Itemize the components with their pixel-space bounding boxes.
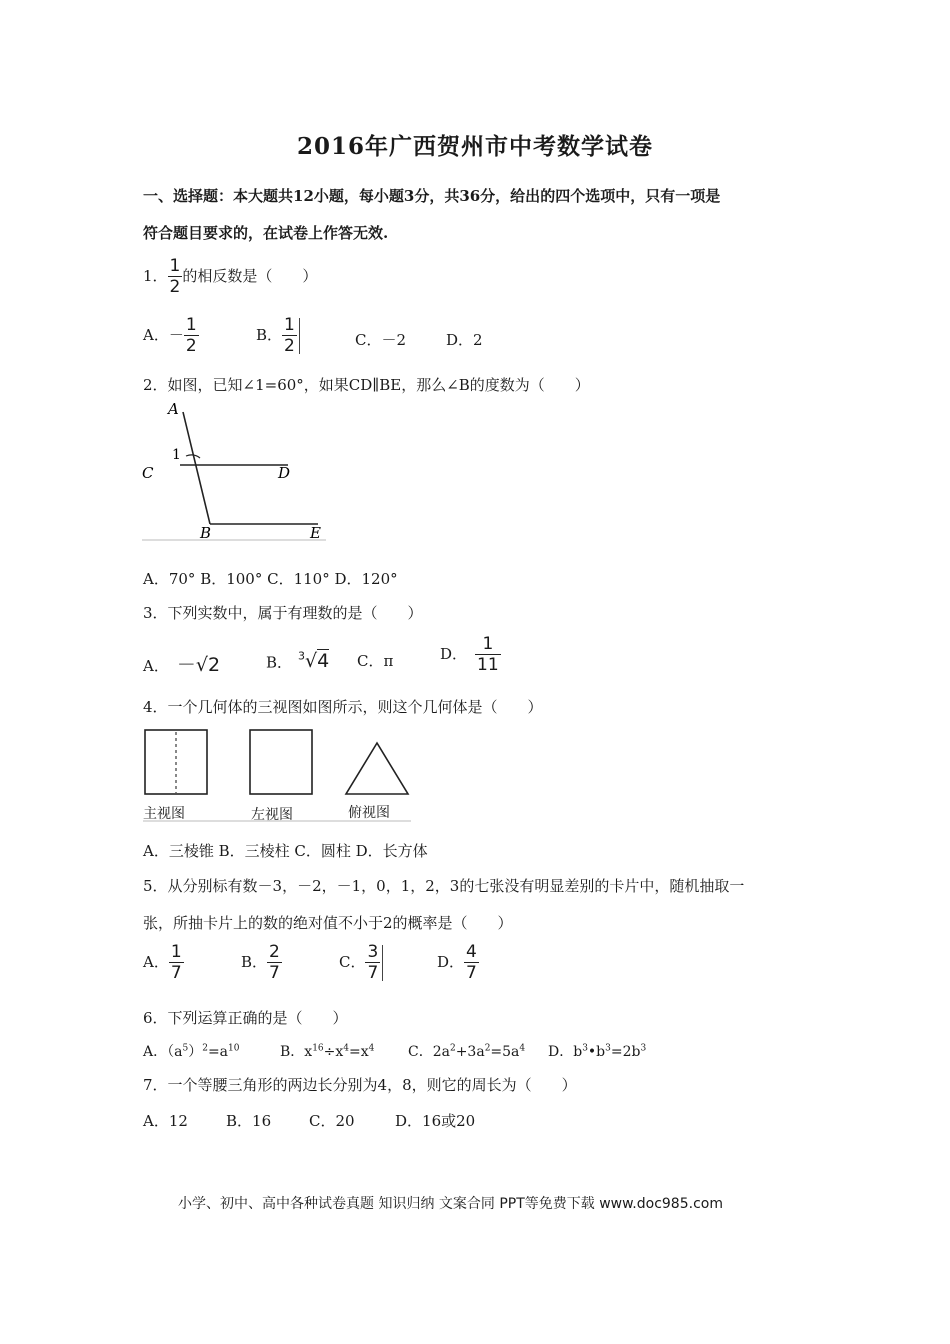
q6-d-sup3: 3: [640, 1043, 647, 1054]
q5-b-fraction: [267, 944, 282, 982]
q6-b-mid: ÷x: [323, 1044, 344, 1060]
q6-d-sup1: 3: [582, 1043, 588, 1054]
q3-option-b: B． $^3$√4: [266, 650, 330, 673]
q1-a-sign: －: [168, 326, 184, 344]
q5-b-label: B．: [241, 953, 268, 971]
page-footer: 小学、初中、高中各种试卷真题 知识归纳 文案合同 PPT等免费下载 www.doc985.com: [178, 1196, 723, 1212]
q5-d-label: D．: [437, 953, 465, 971]
q6-c-sup2: 2: [484, 1043, 491, 1054]
q5-b-numerator: 2: [269, 942, 280, 962]
question-2: 2．如图，已知∠1=60°，如果CD∥BE，那么∠B的度数为（ ）: [143, 376, 590, 394]
label-b: B: [200, 524, 212, 542]
question-7: 7．一个等腰三角形的两边长分别为4，8，则它的周长为（ ）: [143, 1076, 577, 1094]
q1-a-numerator: 1: [185, 315, 197, 335]
question-5-line1: 5．从分别标有数－3，－2，－1，0，1，2，3的七张没有明显差别的卡片中，随机抽取一: [143, 877, 745, 895]
q6-d-pre: D．b: [548, 1044, 583, 1060]
q6-c-post: =5a: [490, 1044, 520, 1060]
q3-d-label: D．: [440, 645, 468, 663]
q1-option-c: C．－2: [355, 331, 407, 349]
label-d: D: [278, 464, 291, 482]
q5-a-label: A．: [143, 953, 169, 971]
q6-c-mid: +3a: [455, 1044, 485, 1060]
q6-b-sup3: 4: [368, 1043, 375, 1054]
q1-a-label: A．: [143, 326, 169, 344]
q2-options: A．70° B．100° C．110° D．120°: [143, 570, 398, 588]
q1-b-label: B．: [256, 326, 283, 344]
q3-a-label: A．: [143, 657, 169, 675]
q6-b-sup1: 16: [312, 1043, 324, 1054]
q6-d-post: =2b: [610, 1044, 641, 1060]
side-view-caption: 左视图: [251, 807, 293, 823]
q7-option-d: D．16或20: [395, 1112, 476, 1130]
label-c: C: [142, 464, 154, 482]
q1-b-scan-line: [299, 318, 300, 354]
q7-option-a: A．12: [143, 1112, 188, 1130]
q4-three-views: [143, 727, 413, 823]
question-6: 6．下列运算正确的是（ ）: [143, 1009, 348, 1027]
q5-c-label: C．: [339, 953, 366, 971]
q5-d-denominator: 7: [466, 963, 477, 983]
front-view-caption: 主视图: [143, 806, 185, 822]
q3-b-root-index: 3: [298, 650, 306, 663]
q1-frac-denominator: 2: [169, 277, 181, 297]
q3-b-radicand: 4: [317, 650, 330, 673]
q6-d-sup2: 3: [605, 1043, 611, 1054]
section-heading-line1: 一、选择题：本大题共12小题，每小题3分，共36分，给出的四个选项中，只有一项是: [143, 187, 721, 205]
q3-option-a: [143, 650, 220, 677]
q5-option-c: [339, 944, 383, 982]
q6-a-sup3: 10: [228, 1043, 240, 1054]
q6-a-post: =a: [207, 1044, 229, 1060]
question-1: [143, 258, 317, 296]
q5-a-denominator: 7: [170, 963, 182, 983]
q3-b-label: B．: [266, 653, 293, 672]
q6-c-sup3: 4: [519, 1043, 526, 1054]
q5-a-fraction: [169, 944, 184, 982]
q6-option-d: [548, 1041, 646, 1061]
q1-number: 1．: [143, 267, 168, 285]
q1-b-numerator: 1: [284, 315, 295, 335]
side-view-square: [250, 730, 312, 794]
q3-option-c: C．π: [357, 652, 394, 670]
q5-c-fraction: [365, 944, 380, 982]
q1-b-fraction: [282, 317, 297, 355]
q6-c-pre: C．2a: [408, 1044, 450, 1060]
q4-options: A．三棱锥 B．三棱柱 C．圆柱 D．长方体: [143, 842, 428, 860]
top-view-triangle: [346, 743, 408, 794]
q1-a-denominator: 2: [185, 336, 197, 356]
q3-a-expression: －√2: [176, 654, 221, 676]
q1-a-fraction: [184, 317, 199, 355]
q1-frac-numerator: 1: [169, 256, 181, 276]
q5-a-numerator: 1: [170, 942, 182, 962]
q6-a-pre: A．（a: [143, 1044, 183, 1060]
q5-d-fraction: [464, 944, 479, 982]
q5-option-d: [437, 944, 479, 982]
q6-a-mid: ）: [188, 1044, 203, 1060]
q1-text: 的相反数是（ ）: [182, 267, 318, 285]
q5-d-numerator: 4: [466, 942, 477, 962]
section-heading-line2: 符合题目要求的，在试卷上作答无效.: [143, 224, 389, 242]
q6-a-sup2: 2: [202, 1043, 208, 1054]
question-4: 4．一个几何体的三视图如图所示，则这个几何体是（ ）: [143, 698, 543, 716]
q6-d-mid: •b: [587, 1044, 606, 1060]
label-angle-1: 1: [172, 447, 181, 463]
q3-d-fraction: [475, 636, 501, 674]
q5-c-denominator: 7: [367, 963, 379, 983]
top-view-caption: 俯视图: [348, 805, 390, 821]
q6-b-sup2: 4: [343, 1043, 350, 1054]
q1-option-a: [143, 317, 199, 355]
label-e: E: [310, 524, 321, 542]
q6-c-sup1: 2: [449, 1043, 456, 1054]
q3-d-numerator: 1: [475, 636, 501, 655]
q5-c-numerator: 3: [367, 942, 379, 962]
q7-option-b: B．16: [226, 1112, 272, 1130]
q6-a-sup1: 5: [182, 1043, 189, 1054]
label-a: A: [168, 400, 179, 418]
q5-c-scan-line: [382, 945, 383, 981]
q6-option-a: [143, 1041, 239, 1061]
q3-d-denominator: 11: [477, 655, 499, 675]
q6-b-pre: B．x: [280, 1044, 313, 1060]
q1-b-denominator: 2: [284, 336, 295, 356]
q1-option-b: [256, 317, 300, 355]
q5-b-denominator: 7: [269, 963, 280, 983]
q3-option-d: [440, 636, 501, 674]
q5-option-b: [241, 944, 282, 982]
q1-fraction: [168, 258, 183, 296]
q1-option-d: D．2: [446, 331, 483, 349]
question-3: 3．下列实数中，属于有理数的是（ ）: [143, 604, 423, 622]
q5-option-a: [143, 944, 184, 982]
q6-option-b: [280, 1041, 374, 1061]
q6-option-c: [408, 1041, 525, 1061]
line-ab: [183, 412, 210, 524]
page-title: 2016年广西贺州市中考数学试卷: [296, 133, 653, 160]
q7-option-c: C．20: [309, 1112, 355, 1130]
q2-figure: [140, 400, 330, 546]
q6-b-post: =x: [349, 1044, 369, 1060]
question-5-line2: 张，所抽卡片上的数的绝对值不小于2的概率是（ ）: [143, 914, 513, 932]
